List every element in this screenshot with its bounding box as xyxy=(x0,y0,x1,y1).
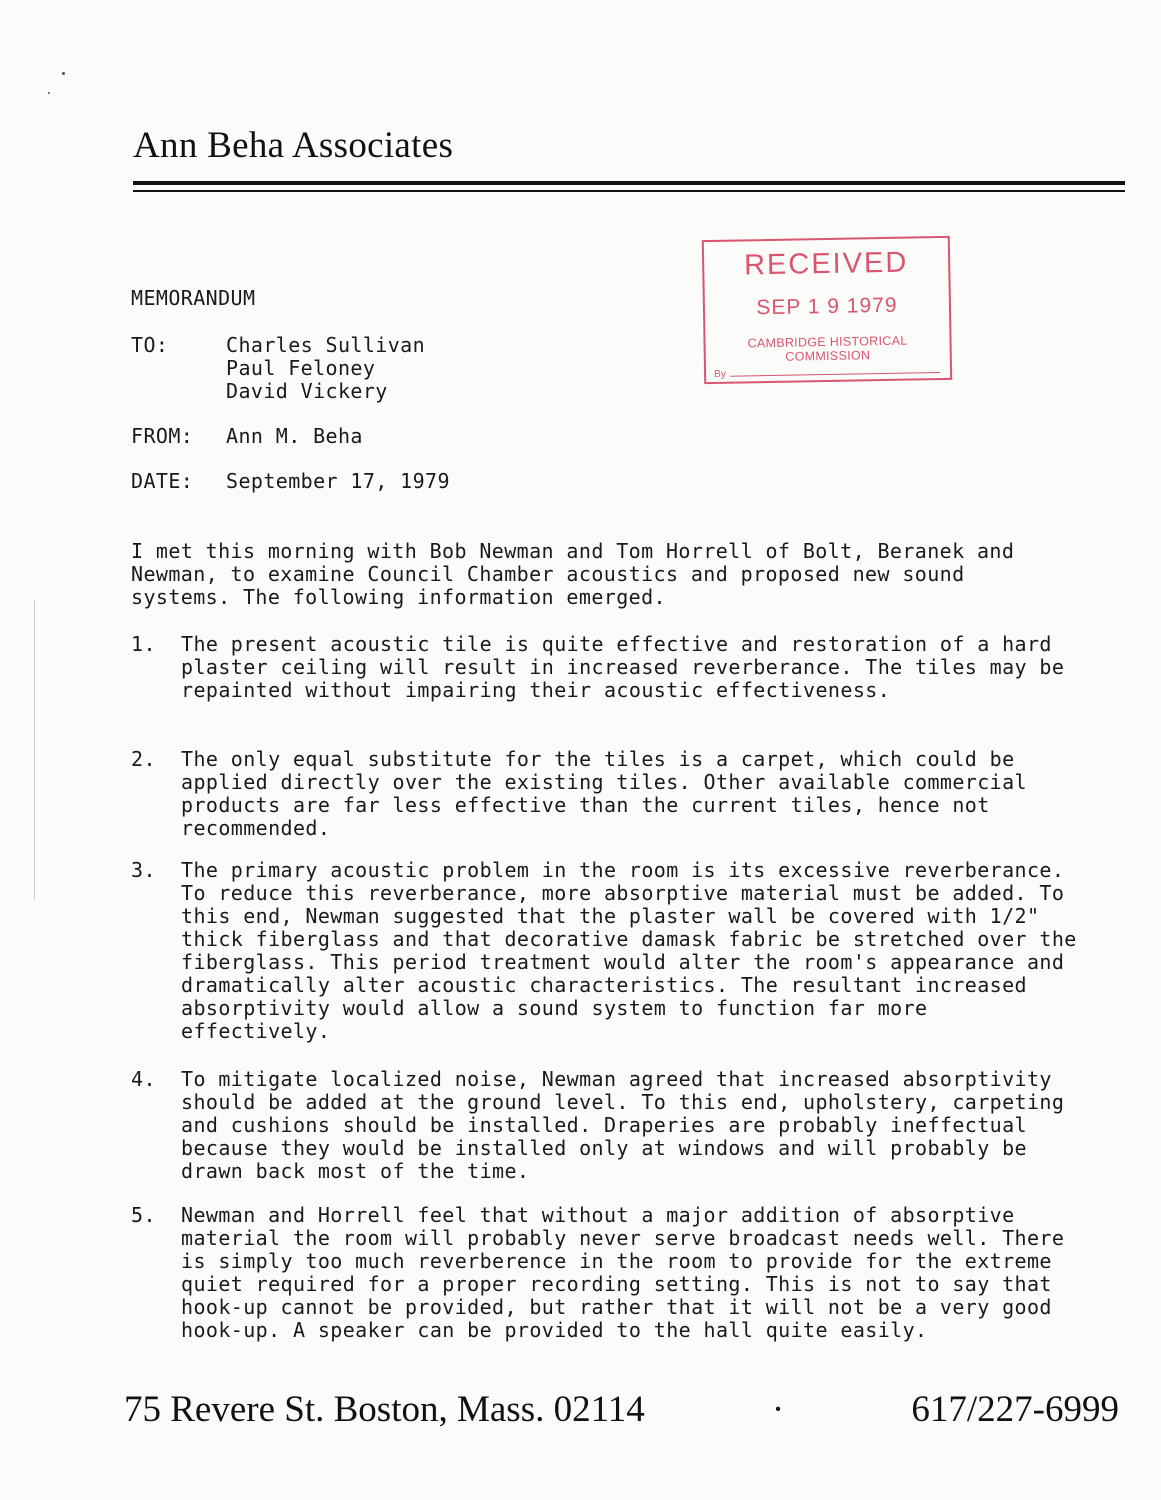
letterhead-firm-name: Ann Beha Associates xyxy=(133,125,454,166)
date-value: September 17, 1979 xyxy=(226,469,450,493)
intro-paragraph: I met this morning with Bob Newman and Tom Horrell of Bolt, Beranek and Newman, to examine Council Chamber acoustics and proposed new sound systems. The following information emerged. xyxy=(131,539,1015,609)
to-recipient: Paul Feloney xyxy=(226,356,376,380)
list-item-number: 5. xyxy=(131,1203,156,1227)
list-item-text: To mitigate localized noise, Newman agreed that increased absorptivity should be added at the ground level. To this end, upholstery, carpeting and cushions should be installed. Draperies are probably ineffectual because they would be installed only at windows and will probably be drawn back most of the time. xyxy=(181,1067,1065,1183)
from-label: FROM: xyxy=(131,424,194,448)
date-label: DATE: xyxy=(131,469,194,493)
letterhead-rule-thick xyxy=(133,181,1125,185)
footer-separator: · xyxy=(771,1389,785,1430)
footer-phone: 617/227-6999 xyxy=(911,1389,1119,1430)
stamp-organization: CAMBRIDGE HISTORICAL COMMISSION xyxy=(747,333,908,364)
received-stamp xyxy=(702,236,952,384)
page-edge-shadow xyxy=(34,600,35,900)
list-item-number: 1. xyxy=(131,632,156,656)
stamp-title: RECEIVED xyxy=(743,246,909,282)
stamp-date: SEP 1 9 1979 xyxy=(756,293,898,320)
paper-speck xyxy=(62,72,65,75)
to-recipient: David Vickery xyxy=(226,379,388,403)
list-item-text: The primary acoustic problem in the room is its excessive reverberance. To reduce this reverberance, more absorptive material must be added. To this end, Newman suggested that the plaster wall be covered with 1/2" thick fiberglass and that decorative damask fabric be stretched over the fiberglass. This period treatment would alter the room's appearance and dramatically alter acoustic characteristics. The resultant increased absorptivity would allow a sound system to function far more effectively. xyxy=(181,858,1077,1043)
stamp-by-label: By xyxy=(714,368,726,380)
list-item-number: 4. xyxy=(131,1067,156,1091)
to-recipient: Charles Sullivan xyxy=(226,333,426,357)
stamp-signature-line xyxy=(730,372,940,377)
list-item-text: The only equal substitute for the tiles is a carpet, which could be applied directly over the existing tiles. Other available commercial products are far less effective than the current tiles, hence not recommended. xyxy=(181,747,1027,840)
memo-heading: MEMORANDUM xyxy=(131,286,256,310)
list-item-number: 3. xyxy=(131,858,156,882)
letterhead-footer xyxy=(124,1388,1119,1431)
to-label: TO: xyxy=(131,333,169,357)
from-value: Ann M. Beha xyxy=(226,424,363,448)
list-item-number: 2. xyxy=(131,747,156,771)
footer-address: 75 Revere St. Boston, Mass. 02114 xyxy=(124,1389,645,1430)
list-item-text: Newman and Horrell feel that without a major addition of absorptive material the room will probably never serve broadcast needs well. There is simply too much reverberence in the room to provide for the extreme quiet required for a proper recording setting. This is not to say that hook-up cannot be provided, but rather that it will not be a very good hook-up. A speaker can be provided to the hall quite easily. xyxy=(181,1203,1065,1342)
letterhead-rule-thin xyxy=(133,190,1125,192)
paper-speck xyxy=(48,92,50,94)
list-item-text: The present acoustic tile is quite effective and restoration of a hard plaster ceiling will result in increased reverberance. The tiles may be repainted without impairing their acoustic effectiveness. xyxy=(181,632,1065,702)
